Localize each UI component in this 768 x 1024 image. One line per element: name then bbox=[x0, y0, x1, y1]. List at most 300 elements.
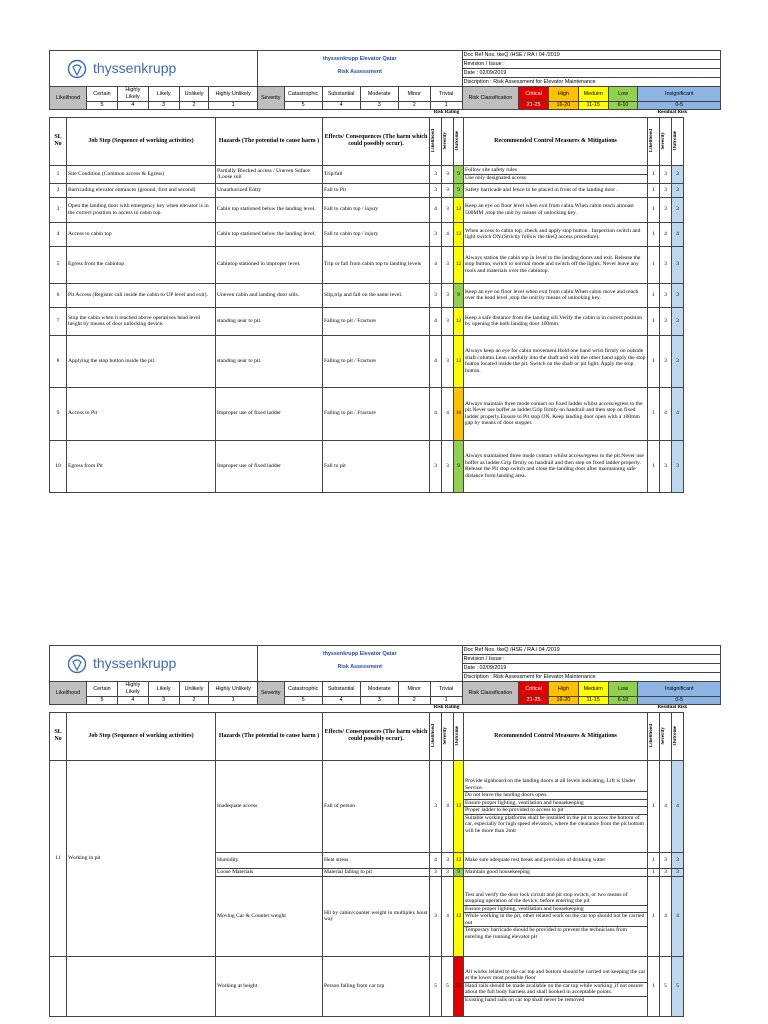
row-sl: 6 bbox=[50, 283, 67, 307]
row-residual-severity: 3 bbox=[660, 283, 672, 307]
row-severity: 3 bbox=[442, 335, 454, 387]
residual-risk-label: Residual Risk bbox=[657, 705, 688, 710]
row-residual-outcome: 4 bbox=[672, 222, 684, 246]
row-sl: 5 bbox=[50, 246, 67, 283]
severity-value-4: 4 bbox=[322, 102, 360, 110]
control-measure: Hand rails should be made available on the car top while working ,if not ensure about the full body harness and shall hooked in acceptable points. bbox=[464, 983, 647, 997]
row-outcome: 16 bbox=[454, 387, 464, 440]
row-likelihood: 4 bbox=[430, 197, 442, 222]
thyssenkrupp-logo-icon bbox=[67, 654, 87, 674]
severity-value-3: 3 bbox=[360, 102, 398, 110]
row-severity: 3 bbox=[442, 165, 454, 183]
col-residual-likelihood: Likelihood bbox=[649, 724, 655, 748]
row-controls bbox=[464, 387, 648, 440]
row-controls bbox=[464, 852, 648, 868]
control-measure: Suitable working platforms shall be installed in the pit to access the bottom of car, especially for high speed elevators, where the clearance from the pit bottom will be more than 2mtr bbox=[465, 814, 645, 834]
row-controls bbox=[464, 197, 648, 222]
severity-label: Severity bbox=[257, 682, 284, 705]
row-hazard: Loose Materials bbox=[216, 868, 323, 876]
row-severity: 3 bbox=[442, 183, 454, 197]
likelihood-label-4: Highly Likely bbox=[117, 87, 148, 102]
row-residual-outcome: 4 bbox=[672, 387, 684, 440]
table-row bbox=[50, 335, 722, 387]
row-sl: 10 bbox=[50, 440, 67, 492]
row-likelihood: 4 bbox=[430, 307, 442, 335]
risk-high-range: 16-20 bbox=[548, 102, 578, 110]
row-residual-outcome: 3 bbox=[672, 246, 684, 283]
severity-label-5: Catastrophic bbox=[284, 87, 322, 102]
risk-critical-range: 21-25 bbox=[519, 697, 549, 705]
control-measure: Keep a safe distance from the landing sill.Verify the cabin is in correct position by opening the both landing door 100mm. bbox=[465, 314, 643, 327]
control-measure: Proper ladder to be provided to access to pit bbox=[464, 807, 647, 815]
control-measure: Always maintain three mode contact on fixed ladder whilst access/egress to the pit.Never use buffer as ladder.Grip firmly on handrail and then step on fixed ladder properly.Ensure to Pit stop ON, Keep landing door open with a 100mm gap by means of door stopper. bbox=[465, 400, 643, 426]
row-job-step: Egress from the cabintop bbox=[67, 246, 216, 283]
row-job-step: Egress from Pit bbox=[67, 440, 216, 492]
risk-critical: Critical bbox=[519, 87, 549, 102]
severity-value-3: 3 bbox=[360, 697, 398, 705]
row-residual-outcome: 3 bbox=[672, 307, 684, 335]
col-likelihood: Likelihood bbox=[431, 724, 436, 748]
row-outcome: 12 bbox=[454, 197, 464, 222]
row-sl: 3 bbox=[50, 197, 67, 222]
likelihood-value-1: 1 bbox=[209, 102, 257, 110]
row-likelihood: 5 bbox=[430, 956, 442, 1016]
table-row bbox=[50, 956, 722, 1016]
control-measure: Temporary barricade should be provided to prevent the technicians from entering the running elevator pit bbox=[465, 927, 627, 940]
thyssenkrupp-logo-icon bbox=[67, 59, 87, 79]
col-residual-likelihood: Likelihood bbox=[649, 129, 655, 153]
row-controls bbox=[464, 246, 648, 283]
control-measure: Keep an eye on floor level when exit from cabin.When cabin move and reach over the head level ,stop the unit by means of unlocking key. bbox=[465, 288, 639, 301]
likelihood-label-5: Certain bbox=[87, 682, 118, 697]
severity-value-5: 5 bbox=[284, 697, 322, 705]
row-residual-severity: 3 bbox=[660, 440, 672, 492]
row-controls bbox=[464, 335, 648, 387]
row-effect: Hit by cabin/counter weight in multiplex hoist way bbox=[323, 876, 430, 956]
row-residual-severity: 5 bbox=[660, 956, 672, 1016]
severity-label: Severity bbox=[257, 87, 284, 110]
control-measure: Existing hand rails on car top shall never be removed bbox=[465, 996, 585, 1003]
row-severity: 3 bbox=[442, 852, 454, 868]
logo-cell bbox=[50, 51, 258, 87]
likelihood-value-4: 4 bbox=[117, 697, 148, 705]
table-row bbox=[50, 307, 722, 335]
row-residual-severity: 3 bbox=[660, 165, 672, 183]
risk-insignificant-range: 0-5 bbox=[638, 697, 721, 705]
col-residual-outcome: Outcome bbox=[673, 131, 679, 151]
row-hazard: Improper use of fixed ladder bbox=[216, 440, 323, 492]
row-severity: 4 bbox=[442, 387, 454, 440]
assessment-sheet-1 bbox=[49, 50, 721, 493]
row-job-step: Stop the cabin when it reached above operatives head level height by means of door unlocking device. bbox=[67, 307, 216, 335]
row-severity: 3 bbox=[442, 197, 454, 222]
sheet-header-2 bbox=[49, 645, 721, 705]
row-outcome: 12 bbox=[454, 852, 464, 868]
control-measure: Keep an eye on floor level when exit from cabin.When cabin reach almoast 500MM ,stop the unit by means of unlocking key. bbox=[465, 203, 634, 216]
control-measure: All works related to the car top and bottom should be carried out keeping the car at the lower most possible floor bbox=[465, 968, 646, 982]
table-row bbox=[50, 283, 722, 307]
row-residual-likelihood: 1 bbox=[648, 440, 660, 492]
row-outcome: 9 bbox=[454, 165, 464, 183]
row-outcome: 25 bbox=[454, 956, 464, 1016]
likelihood-value-2: 2 bbox=[179, 697, 209, 705]
row-sl: 4 bbox=[50, 222, 67, 246]
row-controls bbox=[464, 956, 648, 1016]
row-controls bbox=[464, 165, 648, 183]
table-row bbox=[50, 183, 722, 197]
risk-medium-range: 11-15 bbox=[578, 697, 608, 705]
row-likelihood: 3 bbox=[430, 760, 442, 852]
page-title-2: thyssenkrupp Elevator Qatar bbox=[257, 646, 462, 664]
row-residual-outcome: 3 bbox=[672, 868, 684, 876]
col-severity: Severity bbox=[443, 132, 448, 150]
risk-high-range: 16-20 bbox=[548, 697, 578, 705]
table-row bbox=[50, 246, 722, 283]
col-effects: Effects/ Consequences (The harm which could possibly occur). bbox=[323, 712, 430, 760]
control-measure: Provide signboard on the landing doors at all levels indicating, Lift is Under Service. bbox=[464, 778, 647, 792]
row-severity: 3 bbox=[442, 868, 454, 876]
company-logo bbox=[51, 59, 256, 79]
control-measure: When access to cabin top ,check and apply stop button . Inspection switch and light switch ON.(Strictly follow the tkeQ access procedure). bbox=[465, 227, 641, 240]
risk-high: High bbox=[548, 682, 578, 697]
row-sl: 9 bbox=[50, 387, 67, 440]
risk-rating-label: Risk Rating bbox=[433, 705, 460, 710]
row-sl: 1 bbox=[50, 165, 67, 183]
risk-critical-range: 21-25 bbox=[519, 102, 549, 110]
likelihood-label-2: Unlikely bbox=[179, 682, 209, 697]
row-residual-likelihood: 1 bbox=[648, 876, 660, 956]
severity-label-2: Minor bbox=[398, 87, 430, 102]
row-residual-outcome: 3 bbox=[672, 183, 684, 197]
likelihood-value-2: 2 bbox=[179, 102, 209, 110]
severity-value-1: 1 bbox=[430, 102, 462, 110]
row-job-step: Access to Pit bbox=[67, 387, 216, 440]
table-row bbox=[50, 440, 722, 492]
row-effect: Fall of person bbox=[323, 760, 430, 852]
row-outcome: 12 bbox=[454, 222, 464, 246]
row-job-step bbox=[67, 956, 216, 1016]
row-likelihood: 3 bbox=[430, 876, 442, 956]
risk-class-label: Risk Classification bbox=[462, 682, 519, 705]
row-residual-outcome: 3 bbox=[672, 283, 684, 307]
control-measure: Make sure adequate rest break and provision of drinking water bbox=[465, 856, 606, 863]
risk-low-range: 6-10 bbox=[608, 102, 638, 110]
risk-table-2 bbox=[49, 705, 722, 1017]
row-residual-severity: 3 bbox=[660, 183, 672, 197]
control-measure: Test and verify the door lock circuit and pit stop switch, or two means of stopping operation of the device, before entering the pit bbox=[464, 892, 647, 906]
assessment-sheet-2 bbox=[49, 645, 721, 1017]
row-sl bbox=[50, 956, 67, 1016]
control-measure: Ensure proper lighting, ventilation and housekeeping bbox=[464, 800, 647, 808]
row-residual-likelihood: 1 bbox=[648, 183, 660, 197]
severity-label-2: Minor bbox=[398, 682, 430, 697]
control-measure: Ensure proper lighting, ventilation and housekeeping bbox=[464, 906, 647, 914]
row-severity: 5 bbox=[442, 956, 454, 1016]
row-effect: Trip/fall bbox=[323, 165, 430, 183]
row-effect: Fall to pit bbox=[323, 440, 430, 492]
col-severity: Severity bbox=[443, 727, 448, 745]
row-residual-severity: 3 bbox=[660, 868, 672, 876]
row-residual-outcome: 3 bbox=[672, 852, 684, 868]
row-severity: 3 bbox=[442, 283, 454, 307]
severity-label-5: Catastrophic bbox=[284, 682, 322, 697]
row-controls bbox=[464, 760, 648, 852]
risk-table-1 bbox=[49, 110, 722, 493]
row-residual-likelihood: 1 bbox=[648, 165, 660, 183]
row-hazard: Cabintop stationed in improper level. bbox=[216, 246, 323, 283]
row-likelihood: 3 bbox=[430, 165, 442, 183]
row-hazard: Cabin top stationed below the landing level. bbox=[216, 197, 323, 222]
row-effect: Person falling from car top bbox=[323, 956, 430, 1016]
row-residual-outcome: 3 bbox=[672, 197, 684, 222]
row-controls bbox=[464, 222, 648, 246]
col-residual-severity: Severity bbox=[661, 132, 667, 150]
likelihood-value-1: 1 bbox=[209, 697, 257, 705]
revision-2: Revision / Issue : bbox=[462, 655, 720, 664]
row-hazard: Moving Car & Counter weight bbox=[216, 876, 323, 956]
severity-label-4: Substantial bbox=[322, 87, 360, 102]
row-residual-likelihood: 1 bbox=[648, 868, 660, 876]
row-outcome: 9 bbox=[454, 183, 464, 197]
likelihood-value-5: 5 bbox=[87, 102, 118, 110]
page-title: thyssenkrupp Elevator Qatar bbox=[257, 51, 462, 69]
row-hazard: Uneven cabin and landing door sills. bbox=[216, 283, 323, 307]
col-likelihood: Likelihood bbox=[431, 129, 436, 153]
row-likelihood: 4 bbox=[430, 852, 442, 868]
row-hazard: Cabin top stationed below the landing level. bbox=[216, 222, 323, 246]
row-effect: Trip or fall from cabin top to landing levels bbox=[323, 246, 430, 283]
row-job-step: Site Condition (Common access & Egress) bbox=[67, 165, 216, 183]
row-hazard: Inadequate access bbox=[216, 760, 323, 852]
row-likelihood: 3 bbox=[430, 868, 442, 876]
row-controls bbox=[464, 440, 648, 492]
row-residual-severity: 4 bbox=[660, 876, 672, 956]
row-residual-likelihood: 1 bbox=[648, 283, 660, 307]
control-measure: Safety barricade and fence to be placed in front of the landing door . bbox=[465, 186, 618, 193]
risk-low-range: 6-10 bbox=[608, 697, 638, 705]
row-residual-outcome: 4 bbox=[672, 760, 684, 852]
doc-description-2: Discription : Risk Assessment for Elevator Maintenance bbox=[462, 673, 720, 682]
row-outcome: 12 bbox=[454, 246, 464, 283]
col-job-step: Job Step (Sequence of working activities) bbox=[67, 712, 216, 760]
logo-text: thyssenkrupp bbox=[93, 655, 177, 671]
severity-label-1: Trivial bbox=[430, 682, 462, 697]
control-measure: While working in the pit, other related work on the car top should not be carried out bbox=[464, 913, 647, 927]
row-job-step: Access to cabin top bbox=[67, 222, 216, 246]
row-controls bbox=[464, 868, 648, 876]
row-hazard: Unauthorized Entry bbox=[216, 183, 323, 197]
control-measure: Always keep an eye for cabin movement.Hold one hand wrist firmly on outside shaft column.Lean carefully into the shaft and with the other hand apply the stop button located inside the pit. Switch on the shaft or pit light. Apply the stop button. bbox=[465, 348, 646, 374]
row-outcome: 9 bbox=[454, 868, 464, 876]
row-severity: 3 bbox=[442, 246, 454, 283]
row-job-step: Pit Access (Register call inside the cabin to UP level and exit). bbox=[67, 283, 216, 307]
row-residual-likelihood: 1 bbox=[648, 197, 660, 222]
row-residual-severity: 3 bbox=[660, 197, 672, 222]
risk-rows-2 bbox=[50, 760, 722, 1016]
row-residual-severity: 3 bbox=[660, 307, 672, 335]
row-effect: Heat stress bbox=[323, 852, 430, 868]
control-measure: Do not leave the landing doors open. bbox=[464, 792, 647, 800]
col-outcome: Outcome bbox=[455, 726, 460, 746]
likelihood-label-4: Highly Likely bbox=[117, 682, 148, 697]
row-residual-severity: 4 bbox=[660, 760, 672, 852]
row-sl: 11 bbox=[50, 760, 67, 956]
revision: Revision / Issue : bbox=[462, 60, 720, 69]
row-residual-outcome: 4 bbox=[672, 876, 684, 956]
row-residual-likelihood: 1 bbox=[648, 246, 660, 283]
col-hazards: Hazards (The potential to cause harm ) bbox=[216, 712, 323, 760]
likelihood-label: Likelihood bbox=[50, 87, 87, 110]
row-hazard: Partially Blocked access / Uneven Suface /Loose soil bbox=[216, 165, 323, 183]
severity-value-4: 4 bbox=[322, 697, 360, 705]
row-severity: 4 bbox=[442, 222, 454, 246]
likelihood-value-4: 4 bbox=[117, 102, 148, 110]
row-residual-likelihood: 1 bbox=[648, 956, 660, 1016]
likelihood-label-2: Unlikely bbox=[179, 87, 209, 102]
row-hazard: Improper use of fixed ladder bbox=[216, 387, 323, 440]
table-row bbox=[50, 387, 722, 440]
table-row bbox=[50, 222, 722, 246]
row-controls bbox=[464, 876, 648, 956]
col-sl: SL No bbox=[50, 712, 67, 760]
likelihood-value-3: 3 bbox=[148, 697, 179, 705]
severity-label-1: Trivial bbox=[430, 87, 462, 102]
row-hazard: Humidity bbox=[216, 852, 323, 868]
risk-rating-label: Risk Rating bbox=[433, 110, 460, 115]
doc-ref: Doc Ref Nos. tkeQ /HSE / RA / 04 /2019 bbox=[462, 51, 720, 60]
row-residual-likelihood: 1 bbox=[648, 387, 660, 440]
row-effect: Falling to pit / Fracture bbox=[323, 335, 430, 387]
risk-medium-range: 11-15 bbox=[578, 102, 608, 110]
row-residual-severity: 3 bbox=[660, 246, 672, 283]
row-controls bbox=[464, 307, 648, 335]
severity-value-1: 1 bbox=[430, 697, 462, 705]
residual-risk-label: Residual Risk bbox=[657, 110, 688, 115]
row-sl: 2 bbox=[50, 183, 67, 197]
page-subtitle: Risk Assessment bbox=[257, 69, 462, 87]
row-residual-likelihood: 1 bbox=[648, 760, 660, 852]
row-hazard: standing near to pit. bbox=[216, 307, 323, 335]
likelihood-label-3: Likely bbox=[148, 87, 179, 102]
logo-text: thyssenkrupp bbox=[93, 60, 177, 76]
sheet-header bbox=[49, 50, 721, 110]
risk-medium: Meduim bbox=[578, 682, 608, 697]
row-outcome: 12 bbox=[454, 760, 464, 852]
severity-label-3: Moderate bbox=[360, 87, 398, 102]
row-likelihood: 4 bbox=[430, 387, 442, 440]
likelihood-label-1: Highly Unlikely bbox=[209, 87, 257, 102]
table-row bbox=[50, 165, 722, 183]
severity-label-4: Substantial bbox=[322, 682, 360, 697]
risk-insignificant: Insignificant bbox=[638, 682, 721, 697]
row-effect: Slip,trip and fall on the same level. bbox=[323, 283, 430, 307]
row-residual-outcome: 5 bbox=[672, 956, 684, 1016]
severity-value-5: 5 bbox=[284, 102, 322, 110]
control-measure: Use only designated access bbox=[465, 174, 527, 181]
row-outcome: 9 bbox=[454, 283, 464, 307]
row-effect: Fall to Pit bbox=[323, 183, 430, 197]
row-residual-outcome: 3 bbox=[672, 335, 684, 387]
control-measure: Always station the cabin top in level to the landing doors and exit. Release the stop button, switch to normal mode and switch off the lights. Never leave any tools and materials over the cabintop. bbox=[465, 254, 641, 274]
row-residual-severity: 3 bbox=[660, 335, 672, 387]
row-hazard: Working at height bbox=[216, 956, 323, 1016]
col-controls: Recommended Control Measures & Mitigations bbox=[464, 712, 648, 760]
col-hazards: Hazards (The potential to cause harm ) bbox=[216, 117, 323, 165]
table-row bbox=[50, 760, 722, 852]
col-residual-severity: Severity bbox=[661, 727, 667, 745]
row-controls bbox=[464, 283, 648, 307]
row-sl: 8 bbox=[50, 335, 67, 387]
row-likelihood: 3 bbox=[430, 440, 442, 492]
doc-description: Discription : Risk Assessment for Elevator Maintenance bbox=[462, 78, 720, 87]
row-outcome: 9 bbox=[454, 440, 464, 492]
doc-ref-2: Doc Ref Nos. tkeQ /HSE / RA / 04 /2019 bbox=[462, 646, 720, 655]
likelihood-label-3: Likely bbox=[148, 682, 179, 697]
control-measure: Maintain good housekeeping bbox=[465, 868, 530, 875]
row-effect: Fall to cabin top / injury bbox=[323, 197, 430, 222]
doc-date: Date : 02/09/2019 bbox=[462, 69, 720, 78]
row-sl: 7 bbox=[50, 307, 67, 335]
control-measure: Follow site safety rules bbox=[464, 167, 647, 175]
row-effect: Fall to cabin top / injury bbox=[323, 222, 430, 246]
severity-value-2: 2 bbox=[398, 102, 430, 110]
row-residual-outcome: 3 bbox=[672, 165, 684, 183]
risk-low: Low bbox=[608, 87, 638, 102]
row-severity: 3 bbox=[442, 440, 454, 492]
row-severity: 4 bbox=[442, 876, 454, 956]
row-residual-severity: 4 bbox=[660, 222, 672, 246]
row-likelihood: 3 bbox=[430, 283, 442, 307]
row-residual-likelihood: 1 bbox=[648, 222, 660, 246]
row-residual-severity: 3 bbox=[660, 852, 672, 868]
row-severity: 4 bbox=[442, 760, 454, 852]
row-likelihood: 4 bbox=[430, 246, 442, 283]
row-hazard: standing near to pit. bbox=[216, 335, 323, 387]
risk-low: Low bbox=[608, 682, 638, 697]
row-outcome: 12 bbox=[454, 307, 464, 335]
risk-insignificant: Insignificant bbox=[638, 87, 721, 102]
page-subtitle-2: Risk Assessment bbox=[257, 664, 462, 682]
risk-class-label: Risk Classification bbox=[462, 87, 519, 110]
col-controls: Recommended Control Measures & Mitigations bbox=[464, 117, 648, 165]
row-effect: Falling to pit / Fracture bbox=[323, 387, 430, 440]
row-residual-likelihood: 1 bbox=[648, 852, 660, 868]
severity-value-2: 2 bbox=[398, 697, 430, 705]
risk-high: High bbox=[548, 87, 578, 102]
risk-critical: Critical bbox=[519, 682, 549, 697]
row-job-step: Working in pit bbox=[67, 760, 216, 956]
row-outcome: 12 bbox=[454, 876, 464, 956]
col-residual-outcome: Outcome bbox=[673, 726, 679, 746]
risk-medium: Meduim bbox=[578, 87, 608, 102]
row-residual-severity: 4 bbox=[660, 387, 672, 440]
logo-cell-2 bbox=[50, 646, 258, 682]
row-residual-outcome: 3 bbox=[672, 440, 684, 492]
row-likelihood: 3 bbox=[430, 183, 442, 197]
likelihood-value-3: 3 bbox=[148, 102, 179, 110]
row-residual-likelihood: 1 bbox=[648, 335, 660, 387]
row-job-step: Barricading elevator entrances (ground, first and second) bbox=[67, 183, 216, 197]
row-effect: Material falling to pit bbox=[323, 868, 430, 876]
row-likelihood: 3 bbox=[430, 222, 442, 246]
row-job-step: Applying the stop button inside the pit. bbox=[67, 335, 216, 387]
row-likelihood: 4 bbox=[430, 335, 442, 387]
row-job-step: Open the landing door with emergency key when elevator is in the correct position to access to cabin top. bbox=[67, 197, 216, 222]
likelihood-label-5: Certain bbox=[87, 87, 118, 102]
likelihood-label: Likelihood bbox=[50, 682, 87, 705]
risk-rows-1 bbox=[50, 165, 722, 492]
col-effects: Effects/ Consequences (The harm which could possibly occur). bbox=[323, 117, 430, 165]
